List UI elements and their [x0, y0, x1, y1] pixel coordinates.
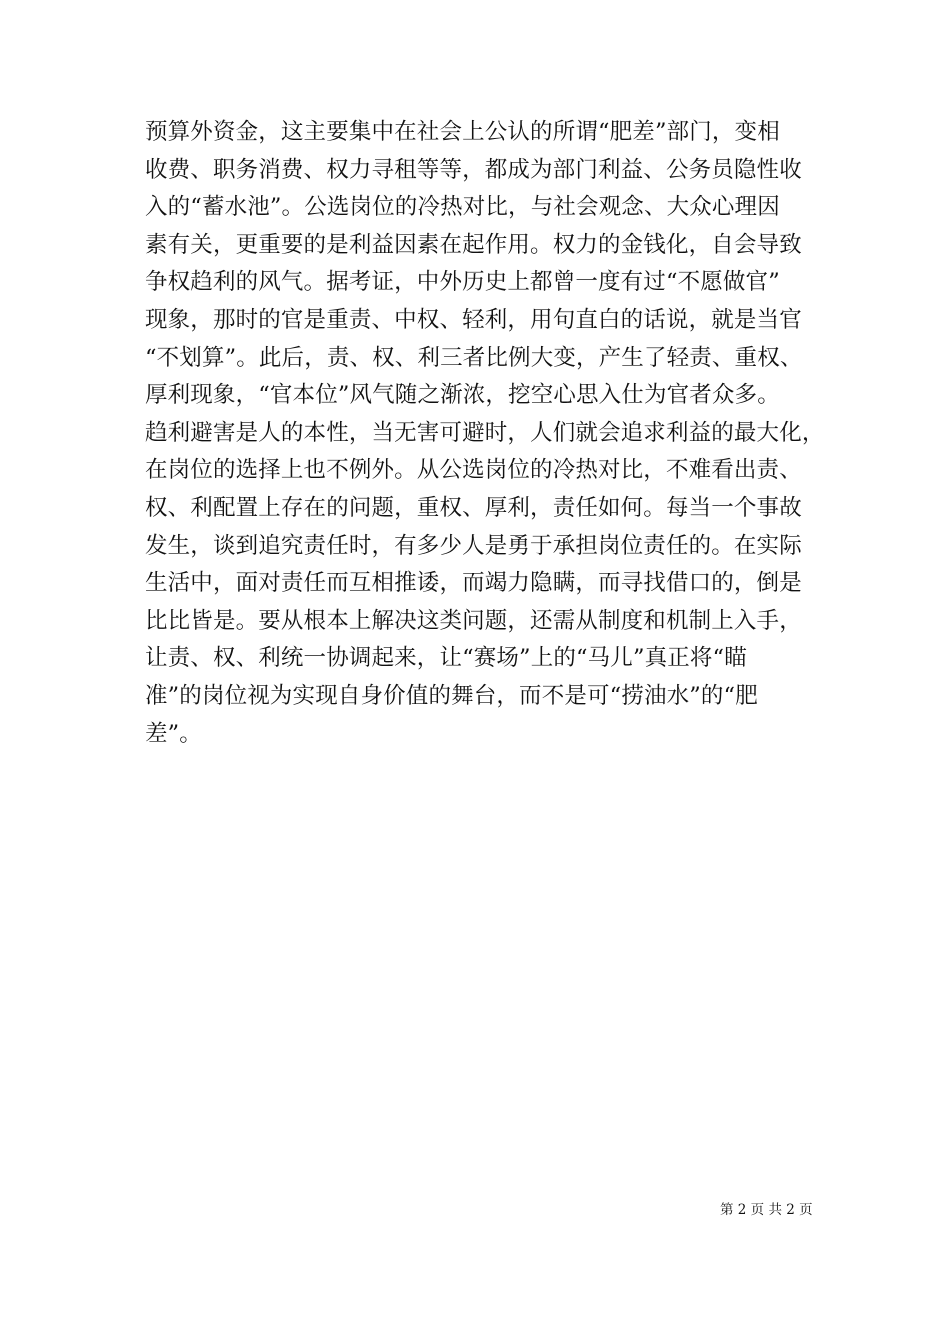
text-line-2: 收费、职务消费、权力寻租等等，都成为部门利益、公务员隐性收 — [145, 156, 802, 183]
text-line-8: 厚利现象，“官本位”风气随之渐浓，挖空心思入仕为官者众多。 — [145, 382, 780, 409]
text-line-16: 准”的岗位视为实现自身价值的舞台，而不是可“捞油水”的“肥 — [145, 682, 758, 709]
text-line-6: 现象，那时的官是重责、中权、轻利，用句直白的话说，就是当官 — [145, 306, 802, 333]
text-line-5: 争权趋利的风气。据考证，中外历史上都曾一度有过“不愿做官” — [145, 269, 780, 296]
text-line-3: 入的“蓄水池”。公选岗位的冷热对比，与社会观念、大众心理因 — [145, 194, 780, 221]
body-paragraph — [145, 114, 825, 753]
text-line-7: “不划算”。此后，责、权、利三者比例大变，产生了轻责、重权、 — [145, 344, 803, 371]
page-number-footer: 第 2 页 共 2 页 — [720, 1202, 813, 1218]
text-line-1: 预算外资金，这主要集中在社会上公认的所谓“肥差”部门，变相 — [145, 119, 780, 145]
text-line-17: 差”。 — [145, 720, 202, 747]
text-line-14: 比比皆是。要从根本上解决这类问题，还需从制度和机制上入手， — [145, 607, 802, 634]
text-line-4: 素有关，更重要的是利益因素在起作用。权力的金钱化，自会导致 — [145, 231, 802, 258]
text-line-9: 趋利避害是人的本性，当无害可避时，人们就会追求利益的最大化， — [145, 419, 825, 446]
text-line-12: 发生，谈到追究责任时，有多少人是勇于承担岗位责任的。在实际 — [145, 532, 802, 559]
text-line-15: 让责、权、利统一协调起来，让“赛场”上的“马儿”真正将“瞄 — [145, 645, 747, 672]
text-line-13: 生活中，面对责任而互相推诿，而竭力隐瞒，而寻找借口的，倒是 — [145, 570, 802, 597]
text-line-11: 权、利配置上存在的问题，重权、厚利，责任如何。每当一个事故 — [145, 494, 802, 521]
text-line-10: 在岗位的选择上也不例外。从公选岗位的冷热对比，不难看出责、 — [145, 457, 802, 484]
